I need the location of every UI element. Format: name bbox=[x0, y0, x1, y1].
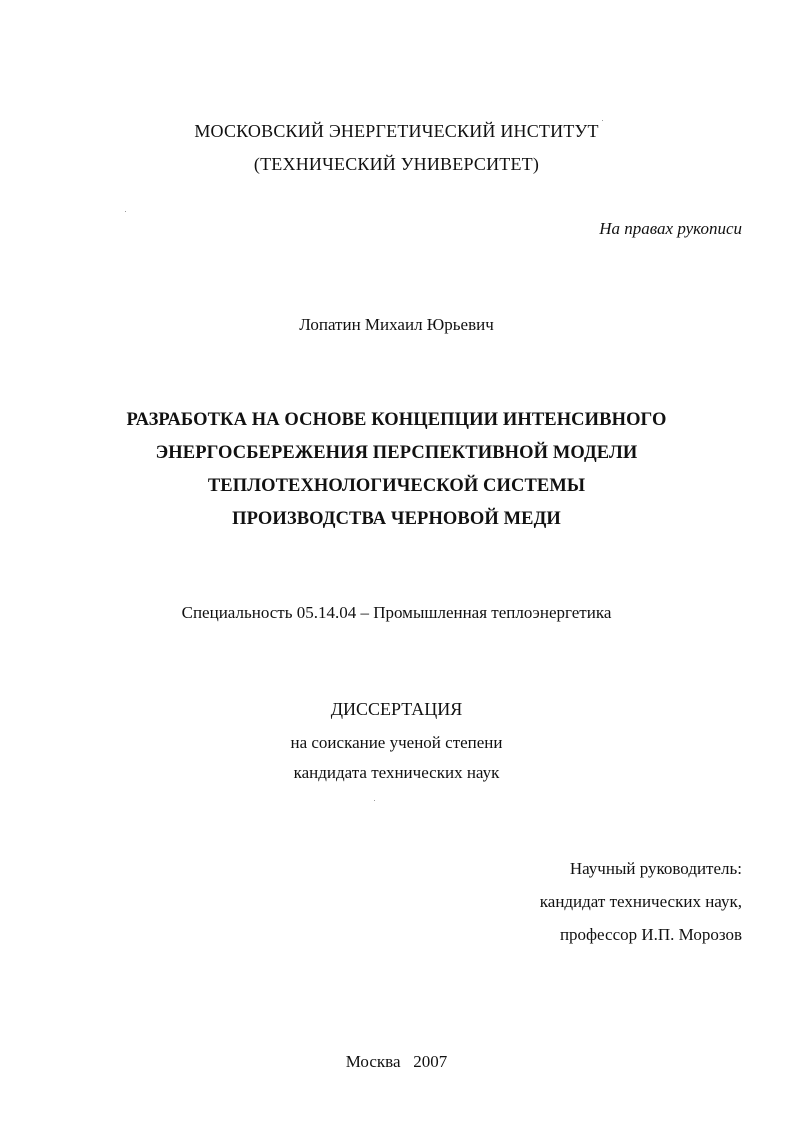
specialty: Специальность 05.14.04 – Промышленная теплоэнергетика bbox=[181, 603, 612, 622]
title-line: ПРОИЗВОДСТВА ЧЕРНОВОЙ МЕДИ bbox=[232, 509, 561, 529]
institute-name: МОСКОВСКИЙ ЭНЕРГЕТИЧЕСКИЙ ИНСТИТУТ bbox=[194, 121, 599, 141]
city-year: Москва 2007 bbox=[345, 1052, 448, 1071]
dissertation-heading: ДИССЕРТАЦИЯ bbox=[330, 699, 463, 719]
dissertation-purpose: на соискание ученой степени bbox=[290, 733, 503, 752]
title-line: ЭНЕРГОСБЕРЕЖЕНИЯ ПЕРСПЕКТИВНОЙ МОДЕЛИ bbox=[155, 443, 638, 463]
scan-speck bbox=[125, 211, 126, 212]
supervisor-degree: кандидат технических наук, bbox=[539, 892, 742, 911]
scan-speck bbox=[374, 800, 375, 801]
institute-subtitle: (ТЕХНИЧЕСКИЙ УНИВЕРСИТЕТ) bbox=[253, 154, 540, 174]
scan-speck bbox=[602, 120, 603, 121]
supervisor-name: профессор И.П. Морозов bbox=[559, 925, 742, 944]
dissertation-degree: кандидата технических наук bbox=[293, 763, 500, 782]
title-line: ТЕПЛОТЕХНОЛОГИЧЕСКОЙ СИСТЕМЫ bbox=[207, 476, 586, 496]
manuscript-note: На правах рукописи bbox=[599, 219, 742, 238]
supervisor-label: Научный руководитель: bbox=[569, 859, 742, 878]
title-line: РАЗРАБОТКА НА ОСНОВЕ КОНЦЕПЦИИ ИНТЕНСИВНОГО bbox=[126, 410, 667, 430]
author-name: Лопатин Михаил Юрьевич bbox=[299, 315, 494, 334]
